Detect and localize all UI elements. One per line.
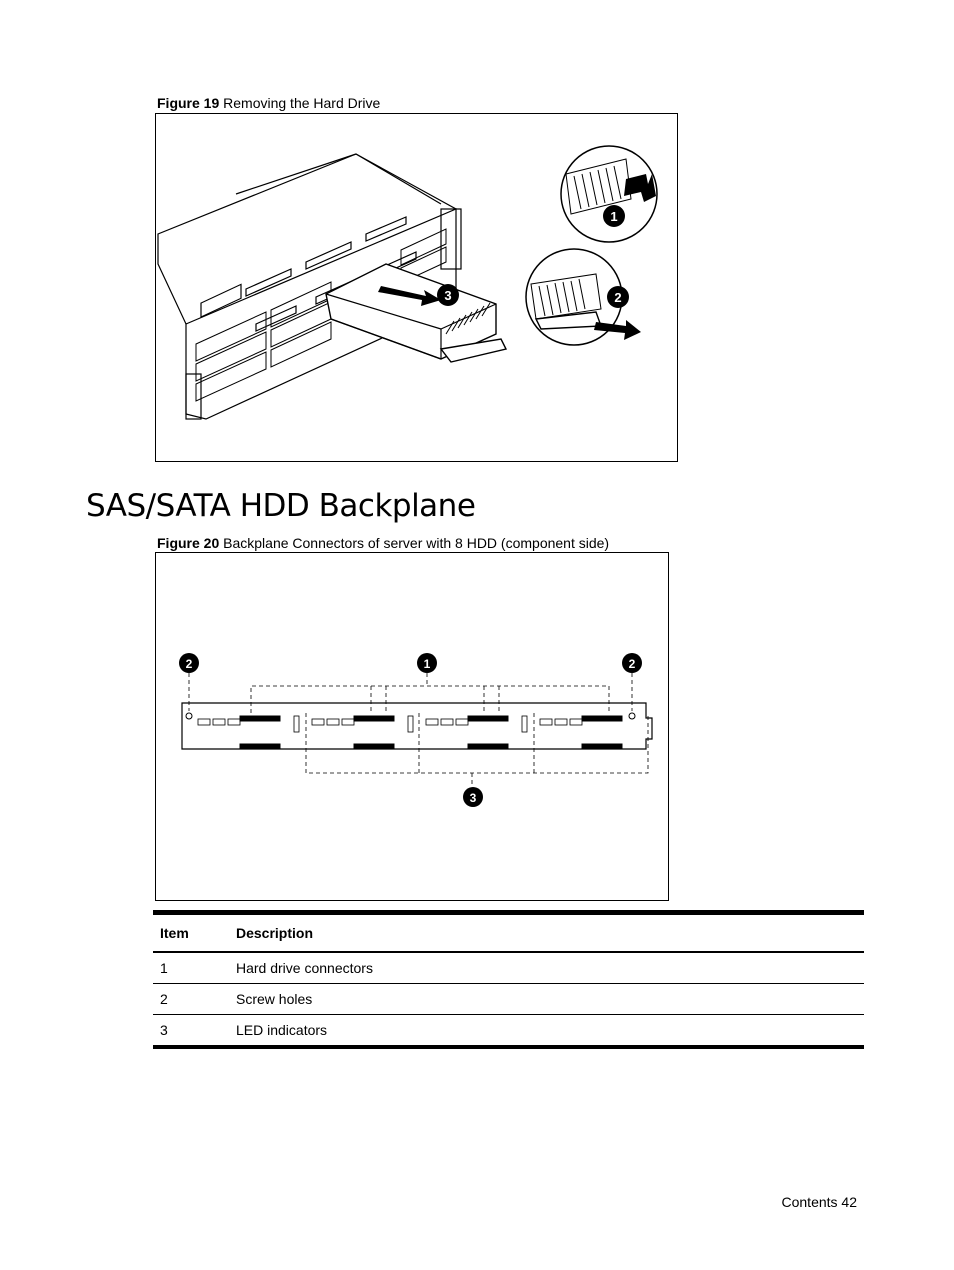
callout-2-right: 2	[628, 657, 636, 671]
row-item: 1	[153, 952, 229, 984]
figure-20-image	[155, 552, 669, 901]
callout-1: 1	[610, 209, 618, 224]
table-row	[153, 984, 864, 1015]
table-row	[153, 1015, 864, 1048]
figure-19-image	[155, 113, 678, 462]
page-footer: Contents 42	[781, 1194, 857, 1210]
callout-2: 2	[614, 290, 622, 305]
legend-table	[153, 910, 864, 1049]
table-row	[153, 952, 864, 984]
figure-20-title: Backplane Connectors of server with 8 HDD (component side)	[223, 535, 610, 551]
section-heading: SAS/SATA HDD Backplane	[86, 488, 476, 524]
figure-19-label: Figure 19	[157, 95, 220, 111]
figure-19-caption	[157, 95, 380, 111]
header-description: Description	[229, 913, 864, 953]
backplane-connectors-illustration	[156, 553, 668, 900]
callout-3: 3	[444, 288, 452, 303]
row-item: 2	[153, 984, 229, 1015]
header-item: Item	[153, 913, 229, 953]
figure-20-label: Figure 20	[157, 535, 220, 551]
callout-1: 1	[423, 657, 431, 671]
figure-19-title: Removing the Hard Drive	[223, 95, 381, 111]
row-description: LED indicators	[229, 1015, 864, 1048]
table-header-row	[153, 913, 864, 953]
figure-20-caption	[157, 535, 609, 551]
row-description: Screw holes	[229, 984, 864, 1015]
server-drive-removal-illustration	[156, 114, 677, 461]
row-item: 3	[153, 1015, 229, 1048]
callout-2-left: 2	[185, 657, 193, 671]
callout-3: 3	[469, 791, 477, 805]
row-description: Hard drive connectors	[229, 952, 864, 984]
